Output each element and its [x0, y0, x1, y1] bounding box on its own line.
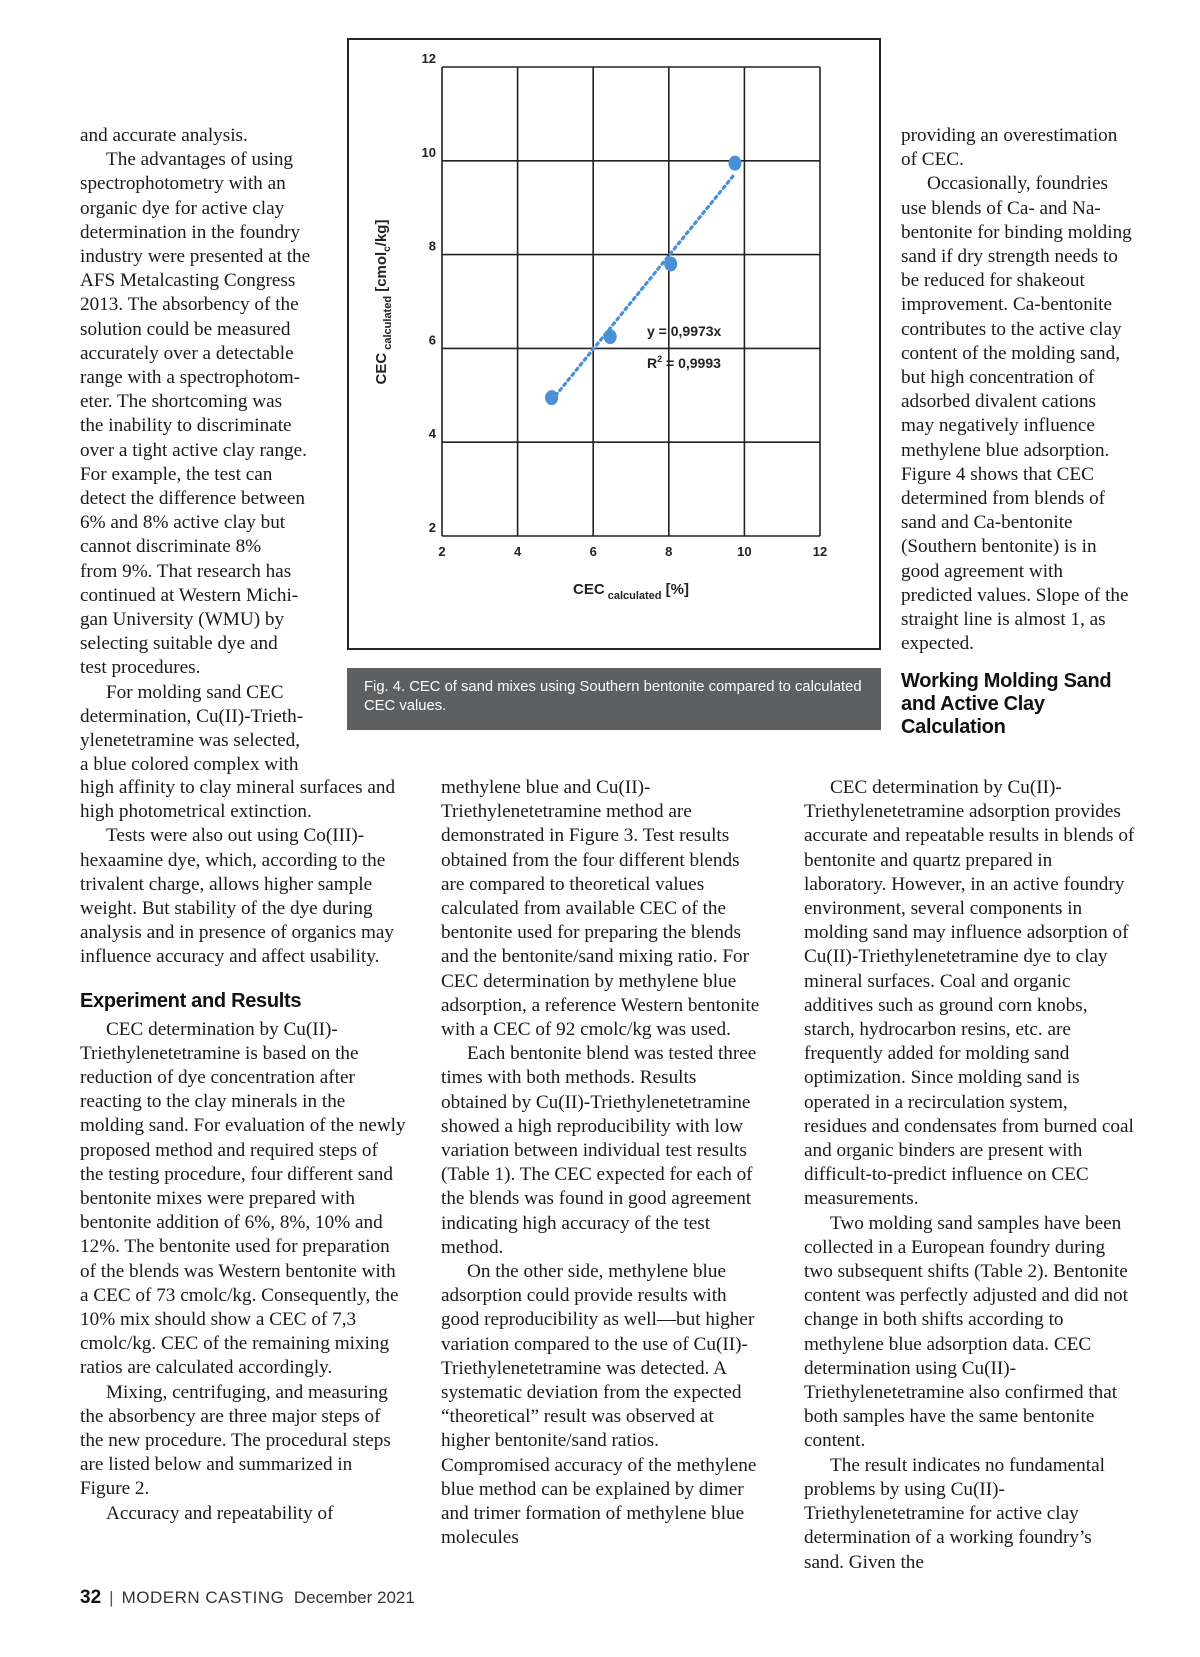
middle-column [441, 776, 767, 1551]
left-column-line: The advantages of using [106, 149, 294, 171]
left-column-line: gan University (WMU) by [80, 609, 285, 631]
paragraph-middle-3: On the other side, methylene blue adsorption could provide results with good reproducibility as well—but higher variation compared to the use of Cu(II)-Triethylenetetramine was detected. A systematic deviation from the expected “theoretical” result was observed at higher bentonite/sand ratios. Compromised accuracy of the methylene blue method can be explained by dimer and trimer formation of methylene blue molecules [441, 1261, 757, 1549]
magazine-name: MODERN CASTING [121, 1588, 285, 1607]
data-point [728, 156, 741, 171]
left-column-line: determination in the foundry [80, 221, 301, 243]
y-tick-label: 4 [428, 426, 436, 442]
left-column-line: industry were presented at the [80, 246, 311, 268]
data-point [664, 256, 677, 271]
paragraph-experiment-1: CEC determination by Cu(II)-Triethylenetetramine is based on the reduction of dye concentration after reacting to the clay minerals in the molding sand. For evaluation of the newly proposed method and required steps of the testing procedure, four different sand bentonite mixes were prepared with bentonite addition of 6%, 8%, 10% and 12%. The bentonite used for preparation of the blends was Western bentonite with a CEC of 73 cmolc/kg. Consequently, the 10% mix should show a CEC of 7,3 cmolc/kg. CEC of the remaining mixing ratios are calculated accordingly. [80, 1018, 406, 1379]
heading-working-molding-sand: Working Molding Sand and Active Clay Calculation [901, 670, 1112, 739]
figure-4-chart [347, 38, 881, 650]
right-column-bottom [804, 776, 1135, 1575]
paragraph-right-3: CEC determination by Cu(II)-Triethylenetetramine adsorption provides accurate and repeatable results in blends of bentonite and quartz prepared in laboratory. However, in an active foundry environment, several components in molding sand may influence adsorption of Cu(II)-Triethylenetetramine dye to clay mineral surfaces. Coal and organic additives such as ground corn knobs, starch, hydrocarbon resins, etc. are frequently added for molding sand optimization. Since molding sand is operated in a recirculation system, residues and condensates from burned coal and organic binders are present with difficult-to-predict influence on CEC measurements. [804, 777, 1135, 1210]
left-column-line: test procedures. [80, 657, 201, 679]
x-tick-label: 2 [438, 544, 446, 559]
paragraph-right-4: Two molding sand samples have been collected in a European foundry during two subsequent shifts (Table 2). Bentonite content was perfectly adjusted and did not change in both shifts according to methylene blue adsorption data. CEC determination using Cu(II)-Triethylenetetramine also confirmed that both samples have the same bentonite content. [804, 1212, 1128, 1452]
left-column-line: 2013. The absorbency of the [80, 294, 299, 316]
data-point [604, 329, 617, 344]
y-tick-label: 12 [421, 51, 436, 66]
paragraph-right-2: Occasionally, foundries use blends of Ca- and Na-bentonite for binding molding sand if dry strength needs to be reduced for shakeout improvement. Ca-bentonite contributes to the active clay content of the molding sand, but high concentration of adsorbed divalent cations may negatively influence methylene blue adsorption. Figure 4 shows that CEC determined from blends of sand and Ca-bentonite (Southern bentonite) is in good agreement with predicted values. Slope of the straight line is almost 1, as expected. [901, 173, 1132, 655]
left-column-line: ylenetetramine was selected, [80, 730, 301, 752]
y-tick-label: 8 [428, 238, 436, 254]
figure-caption: Fig. 4. CEC of sand mixes using Southern bentonite compared to calculated CEC values. [347, 668, 881, 730]
left-column-line: spectrophotometry with an [80, 173, 286, 195]
page-footer [80, 1587, 415, 1609]
page-number: 32 [80, 1587, 102, 1608]
left-column-line: and accurate analysis. [80, 125, 248, 146]
paragraph-experiment-2: Mixing, centrifuging, and measuring the absorbency are three major steps of the new procedure. The procedural steps are listed below and summarized in Figure 2. [80, 1381, 391, 1500]
scatter-chart [349, 40, 879, 648]
right-column-top [901, 124, 1133, 739]
footer-separator: | [109, 1588, 114, 1607]
paragraph-tests: Tests were also out using Co(III)-hexaamine dye, which, according to the trivalent charge, allows higher sample weight. But stability of the dye during analysis and in presence of organics may influence accuracy and affect usability. [80, 825, 395, 968]
x-tick-label: 6 [589, 544, 597, 559]
left-column-line: range with a spectrophotom- [80, 367, 301, 389]
left-column-line: from 9%. That research has [80, 560, 292, 582]
left-column-line: solution could be measured [80, 318, 291, 340]
paragraph-right-1: providing an overestimation of CEC. [901, 125, 1118, 171]
paragraph-middle-1: methylene blue and Cu(II)-Triethylenetetramine method are demonstrated in Figure 3. Test results obtained from the four different blends are compared to theoretical values calculated from available CEC of the bentonite used for preparing the blends and the bentonite/sand mixing ratio. For CEC determination by methylene blue adsorption, a reference Western bentonite with a CEC of 92 cmolc/kg was used. [441, 777, 760, 1041]
left-column-top [80, 124, 342, 777]
paragraph-middle-2: Each bentonite blend was tested three times with both methods. Results obtained by Cu(II)-Triethylenetetramine showed a high reproducibility with low variation between individual test results (Table 1). The CEC expected for each of the blends was found in good agreement indicating high accuracy of the test method. [441, 1043, 757, 1258]
x-axis-label: CEC $_{calculated}$ [%] [572, 581, 690, 602]
x-tick-label: 12 [812, 544, 828, 559]
left-column-line: accurately over a detectable [80, 342, 294, 364]
left-column-line: AFS Metalcasting Congress [80, 270, 296, 292]
paragraph-affinity: high affinity to clay mineral surfaces and high photometrical extinction. [80, 777, 396, 823]
heading-experiment-results: Experiment and Results [80, 989, 302, 1012]
left-column-line: selecting suitable dye and [80, 633, 278, 655]
left-column-line: the inability to discriminate [80, 415, 292, 437]
y-tick-label: 2 [428, 520, 436, 535]
left-column-line: For example, the test can [80, 463, 273, 485]
y-tick-label: 6 [428, 332, 436, 348]
paragraph-experiment-3: Accuracy and repeatability of [106, 1502, 334, 1524]
left-column-line: cannot discriminate 8% [80, 536, 262, 558]
left-column-line: determination, Cu(II)-Trieth- [80, 705, 304, 727]
equation-label: y = 0,9973x [647, 323, 722, 339]
x-tick-label: 4 [513, 544, 522, 559]
left-column-line: continued at Western Michi- [80, 584, 299, 606]
y-tick-label: 10 [421, 144, 436, 160]
left-column-line: a blue colored complex with [80, 754, 299, 776]
x-tick-label: 10 [737, 544, 752, 559]
issue-date: December 2021 [293, 1588, 415, 1607]
left-column-line: eter. The shortcoming was [80, 391, 283, 413]
left-column-line: For molding sand CEC [106, 681, 284, 703]
data-point [545, 390, 558, 405]
y-axis-label: CEC $_{calculated}$ [cmol$_c$/kg] [373, 219, 394, 385]
left-column-line: detect the difference between [80, 488, 305, 510]
left-column-line: over a tight active clay range. [80, 439, 307, 461]
left-column-line: 6% and 8% active clay but [80, 512, 286, 534]
left-column-bottom [80, 776, 406, 1526]
r-squared-label: $R^2 = 0,9993$ [647, 354, 721, 371]
left-column-line: organic dye for active clay [80, 197, 285, 219]
x-tick-label: 8 [665, 544, 673, 559]
paragraph-right-5: The result indicates no fundamental problems by using Cu(II)-Triethylenetetramine for active clay determination of a working foundry’s sand. Given the [804, 1454, 1105, 1573]
